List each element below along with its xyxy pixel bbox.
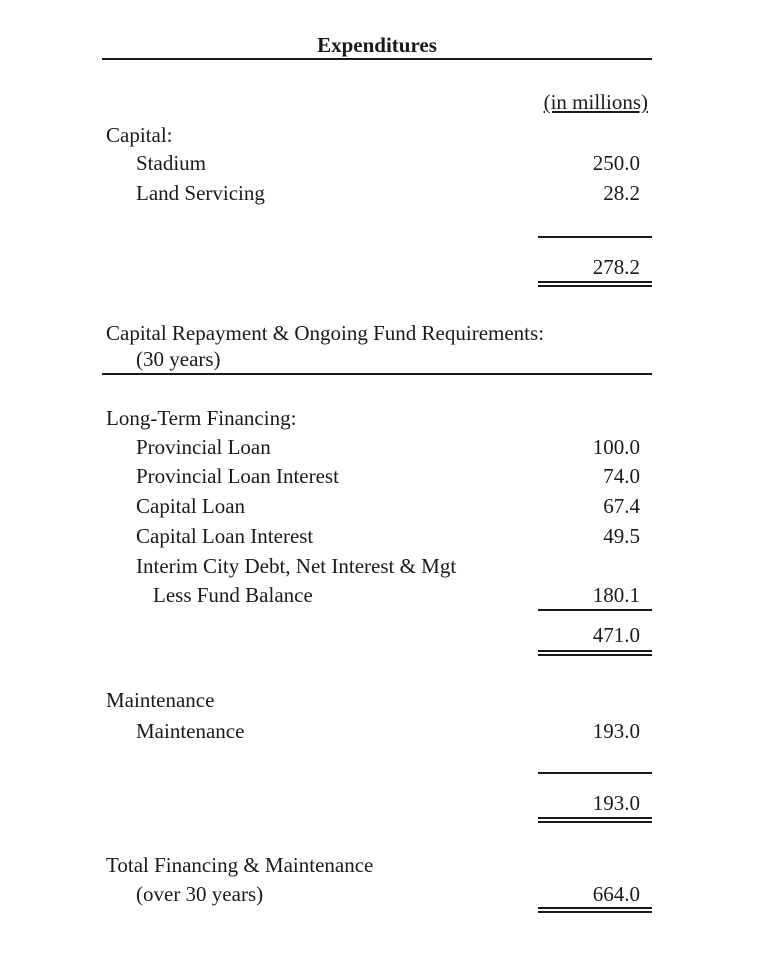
page-title: Expenditures bbox=[317, 33, 437, 57]
long-term-heading: Long-Term Financing: bbox=[106, 406, 297, 430]
capital-item-label: Land Servicing bbox=[136, 181, 265, 205]
long-term-item-label: Provincial Loan bbox=[136, 435, 271, 459]
subtotal-rule bbox=[538, 772, 652, 774]
maintenance-item-label: Maintenance bbox=[136, 719, 245, 743]
long-term-item-label: Provincial Loan Interest bbox=[136, 464, 339, 488]
double-rule bbox=[538, 907, 652, 913]
long-term-total: 471.0 bbox=[592, 623, 640, 647]
grand-total-value: 664.0 bbox=[592, 882, 640, 906]
grand-total-label-line-1: Total Financing & Maintenance bbox=[106, 853, 374, 877]
capital-heading: Capital: bbox=[106, 123, 173, 147]
long-term-item-value: 74.0 bbox=[603, 464, 640, 488]
double-rule bbox=[538, 281, 652, 287]
long-term-item-value: 67.4 bbox=[603, 494, 640, 518]
capital-item-value: 28.2 bbox=[603, 181, 640, 205]
long-term-item-label: Capital Loan bbox=[136, 494, 246, 518]
capital-item-value: 250.0 bbox=[592, 151, 640, 175]
maintenance-total: 193.0 bbox=[592, 791, 640, 815]
units-label: (in millions) bbox=[543, 90, 648, 114]
maintenance-item-value: 193.0 bbox=[592, 719, 640, 743]
capital-item-label: Stadium bbox=[136, 151, 207, 175]
capital-total: 278.2 bbox=[592, 255, 640, 279]
repayment-heading: Capital Repayment & Ongoing Fund Requirements: bbox=[106, 321, 545, 345]
interim-label-line-1: Interim City Debt, Net Interest & Mgt bbox=[136, 554, 457, 578]
repayment-subheading: (30 years) bbox=[136, 347, 221, 371]
grand-total-label-line-2: (over 30 years) bbox=[136, 882, 264, 906]
long-term-item-label: Capital Loan Interest bbox=[136, 524, 314, 548]
title-rule bbox=[102, 58, 652, 60]
maintenance-heading: Maintenance bbox=[106, 688, 215, 712]
section-rule bbox=[102, 373, 652, 375]
long-term-item-value: 100.0 bbox=[592, 435, 640, 459]
subtotal-rule bbox=[538, 236, 652, 238]
interim-value: 180.1 bbox=[592, 583, 640, 607]
long-term-item-value: 49.5 bbox=[603, 524, 640, 548]
interim-label-line-2: Less Fund Balance bbox=[153, 583, 313, 607]
subtotal-rule bbox=[538, 609, 652, 611]
double-rule bbox=[538, 817, 652, 823]
double-rule bbox=[538, 650, 652, 656]
